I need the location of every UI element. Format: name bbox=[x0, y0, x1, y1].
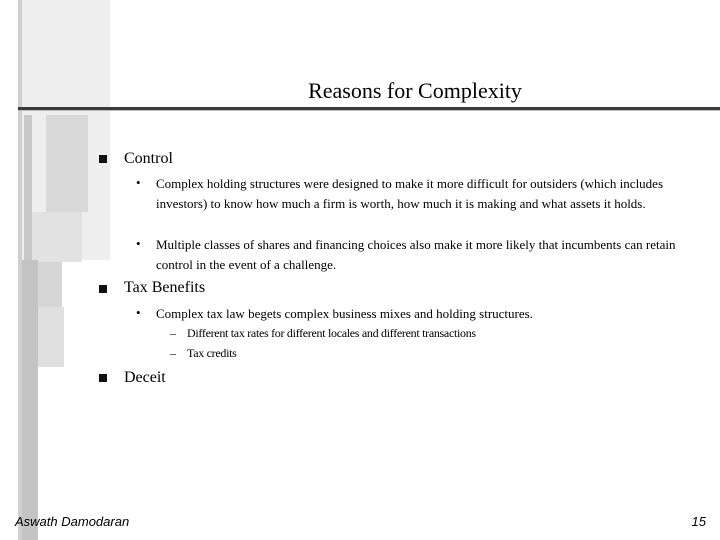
section-heading: Control bbox=[124, 150, 173, 167]
footer-author: Aswath Damodaran bbox=[15, 514, 130, 529]
subbullet-text: Different tax rates for different locales and different transactions bbox=[187, 326, 476, 340]
slide-title: Reasons for Complexity bbox=[308, 78, 522, 103]
decor-block-strip-3 bbox=[34, 307, 64, 367]
section-heading: Tax Benefits bbox=[124, 279, 206, 296]
title-rule-shadow bbox=[18, 110, 720, 111]
round-bullet-icon: • bbox=[136, 175, 141, 190]
decor-block-dark-edge bbox=[18, 0, 22, 540]
square-bullet-icon bbox=[99, 374, 107, 382]
round-bullet-icon: • bbox=[136, 305, 141, 320]
subbullet-text: Tax credits bbox=[187, 346, 237, 360]
decor-block-column bbox=[46, 115, 88, 212]
section-heading: Deceit bbox=[124, 369, 166, 386]
bullet-text: Complex holding structures were designed to make it more difficult for outsiders (which includes investors) to know how much a firm is worth, how much it is making and what assets it holds. bbox=[156, 176, 664, 211]
round-bullet-icon: • bbox=[136, 236, 141, 251]
page-number: 15 bbox=[691, 514, 706, 529]
dash-bullet-icon: – bbox=[170, 326, 176, 340]
decor-block-lower bbox=[32, 212, 82, 262]
decor-block-strip-1 bbox=[24, 115, 32, 265]
dash-bullet-icon: – bbox=[170, 346, 176, 360]
bullet-text: Complex tax law begets complex business mixes and holding structures. bbox=[156, 306, 533, 321]
square-bullet-icon bbox=[99, 285, 107, 293]
square-bullet-icon bbox=[99, 155, 107, 163]
bullet-text: Multiple classes of shares and financing choices also make it more likely that incumbents can retain control in the event of a challenge. bbox=[156, 237, 676, 272]
